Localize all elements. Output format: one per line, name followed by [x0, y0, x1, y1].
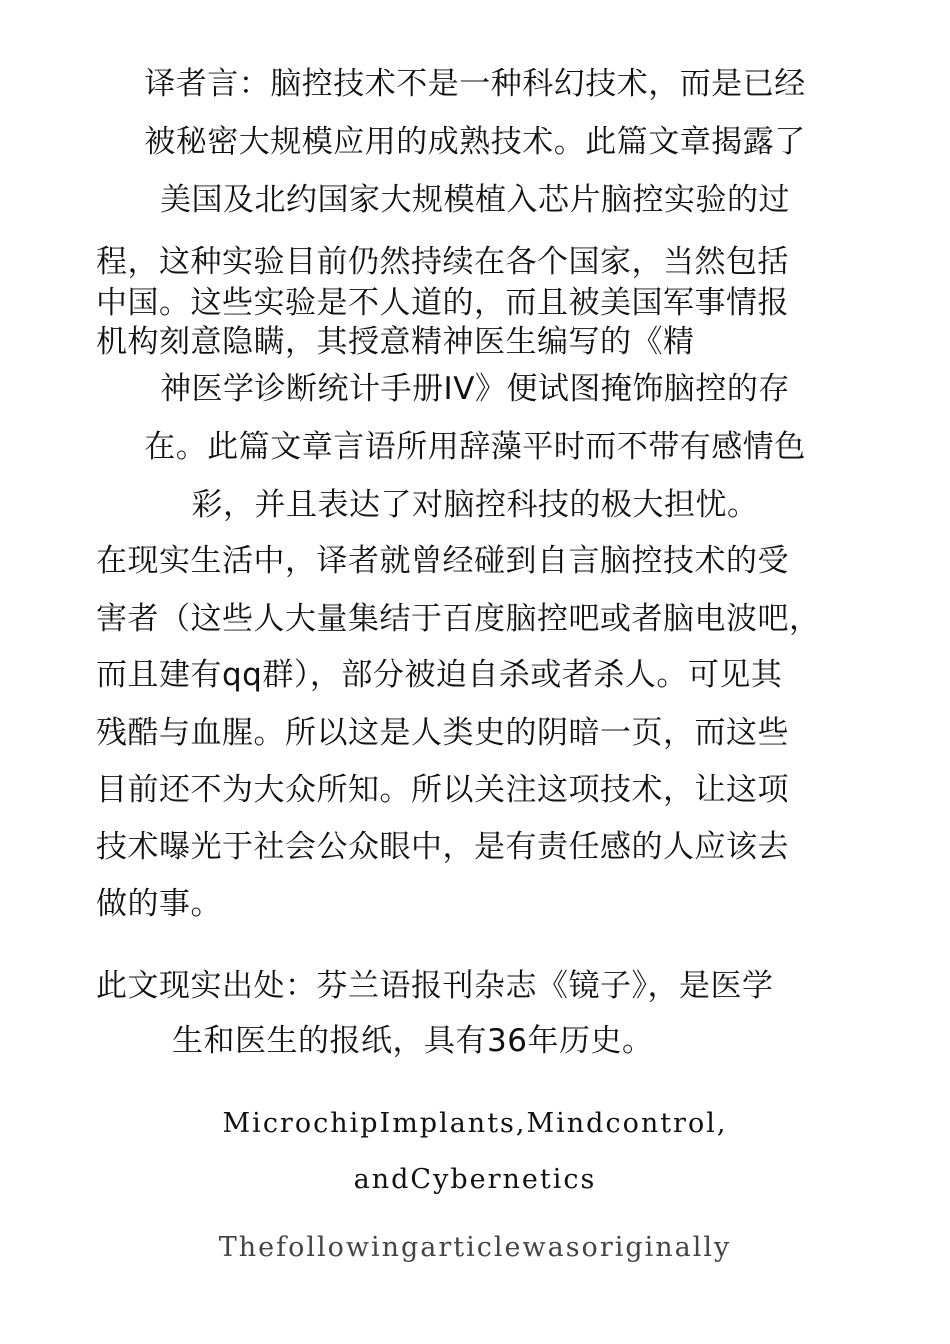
- preface-line: 在。此篇文章言语所用辞藻平时而不带有感情色: [144, 429, 806, 465]
- preface-line: 美国及北约国家大规模植入芯片脑控实验的过: [160, 182, 790, 218]
- preface-line: 被秘密大规模应用的成熟技术。此篇文章揭露了: [144, 124, 806, 160]
- preface-line: 机构刻意隐瞒，其授意精神医生编写的《精: [96, 324, 695, 360]
- preface-line: 神医学诊断统计手册IV》便试图掩饰脑控的存: [160, 371, 790, 407]
- preface-line: 译者言：脑控技术不是一种科幻技术，而是已经: [144, 66, 806, 102]
- paragraph-line: 技术曝光于社会公众眼中，是有责任感的人应该去: [96, 829, 789, 865]
- paragraph-line: 而且建有qq群），部分被迫自杀或者杀人。可见其: [96, 657, 783, 693]
- paragraph-line: 害者（这些人大量集结于百度脑控吧或者脑电波吧，: [96, 601, 821, 637]
- preface-line: 彩，并且表达了对脑控科技的极大担忧。: [191, 487, 759, 523]
- paragraph-line: 残酷与血腥。所以这是人类史的阴暗一页，而这些: [96, 715, 789, 751]
- paragraph-line: 在现实生活中，译者就曾经碰到自言脑控技术的受: [96, 543, 789, 579]
- article-title-line: andCybernetics: [353, 1164, 597, 1195]
- source-line: 生和医生的报纸，具有36年历史。: [172, 1023, 654, 1059]
- article-title-line: MicrochipImplants,Mindcontrol,: [222, 1108, 728, 1139]
- preface-line: 中国。这些实验是不人道的，而且被美国军事情报: [96, 285, 789, 321]
- preface-line: 程，这种实验目前仍然持续在各个国家，当然包括: [96, 244, 789, 280]
- source-line: 此文现实出处：芬兰语报刊杂志《镜子》，是医学: [96, 968, 774, 1004]
- paragraph-line: 目前还不为大众所知。所以关注这项技术，让这项: [96, 772, 789, 808]
- paragraph-line: 做的事。: [96, 886, 222, 922]
- article-intro-line: Thefollowingarticlewasoriginally: [218, 1232, 732, 1263]
